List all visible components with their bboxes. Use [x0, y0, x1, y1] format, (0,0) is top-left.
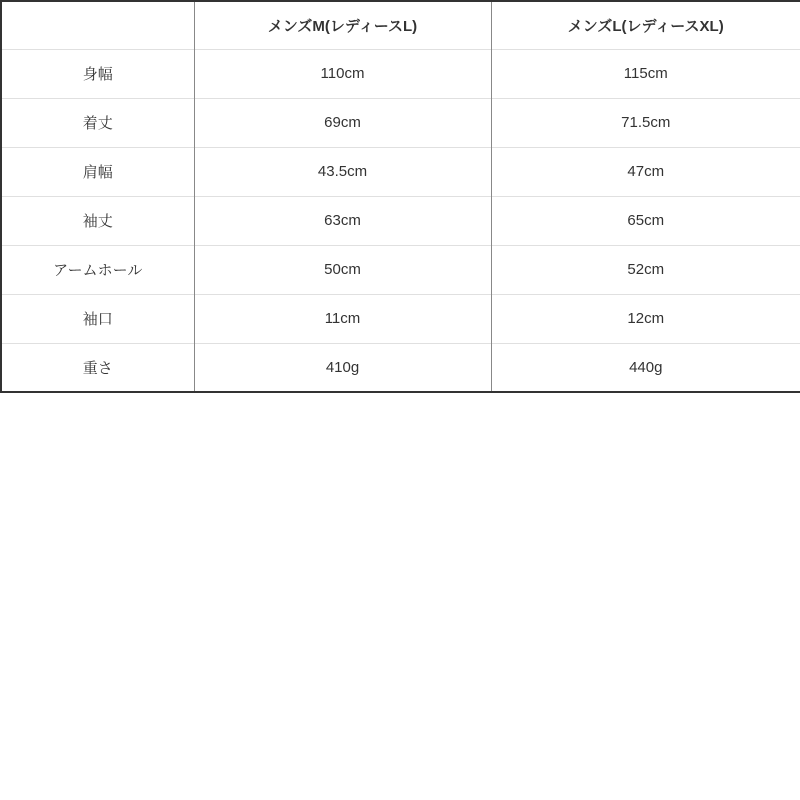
- row-sleeve-length: [1, 196, 800, 245]
- cell-value: 63cm: [194, 196, 491, 245]
- cell-value: 12cm: [491, 294, 800, 343]
- header-cell-mens-m: メンズM(レディースL): [194, 1, 491, 49]
- size-chart-table: [0, 0, 800, 393]
- row-body-width: [1, 49, 800, 98]
- cell-value: 410g: [194, 343, 491, 392]
- row-weight: [1, 343, 800, 392]
- row-armhole: [1, 245, 800, 294]
- header-row: [1, 1, 800, 49]
- cell-value: 65cm: [491, 196, 800, 245]
- cell-value: 71.5cm: [491, 98, 800, 147]
- row-label: 袖丈: [1, 196, 194, 245]
- row-length: [1, 98, 800, 147]
- row-shoulder-width: [1, 147, 800, 196]
- row-cuff: [1, 294, 800, 343]
- cell-value: 43.5cm: [194, 147, 491, 196]
- row-label: 袖口: [1, 294, 194, 343]
- header-cell-empty: [1, 1, 194, 49]
- cell-value: 69cm: [194, 98, 491, 147]
- row-label: 身幅: [1, 49, 194, 98]
- cell-value: 47cm: [491, 147, 800, 196]
- cell-value: 11cm: [194, 294, 491, 343]
- row-label: 重さ: [1, 343, 194, 392]
- cell-value: 440g: [491, 343, 800, 392]
- row-label: 肩幅: [1, 147, 194, 196]
- row-label: 着丈: [1, 98, 194, 147]
- row-label: アームホール: [1, 245, 194, 294]
- cell-value: 115cm: [491, 49, 800, 98]
- cell-value: 50cm: [194, 245, 491, 294]
- header-cell-mens-l: メンズL(レディースXL): [491, 1, 800, 49]
- cell-value: 110cm: [194, 49, 491, 98]
- cell-value: 52cm: [491, 245, 800, 294]
